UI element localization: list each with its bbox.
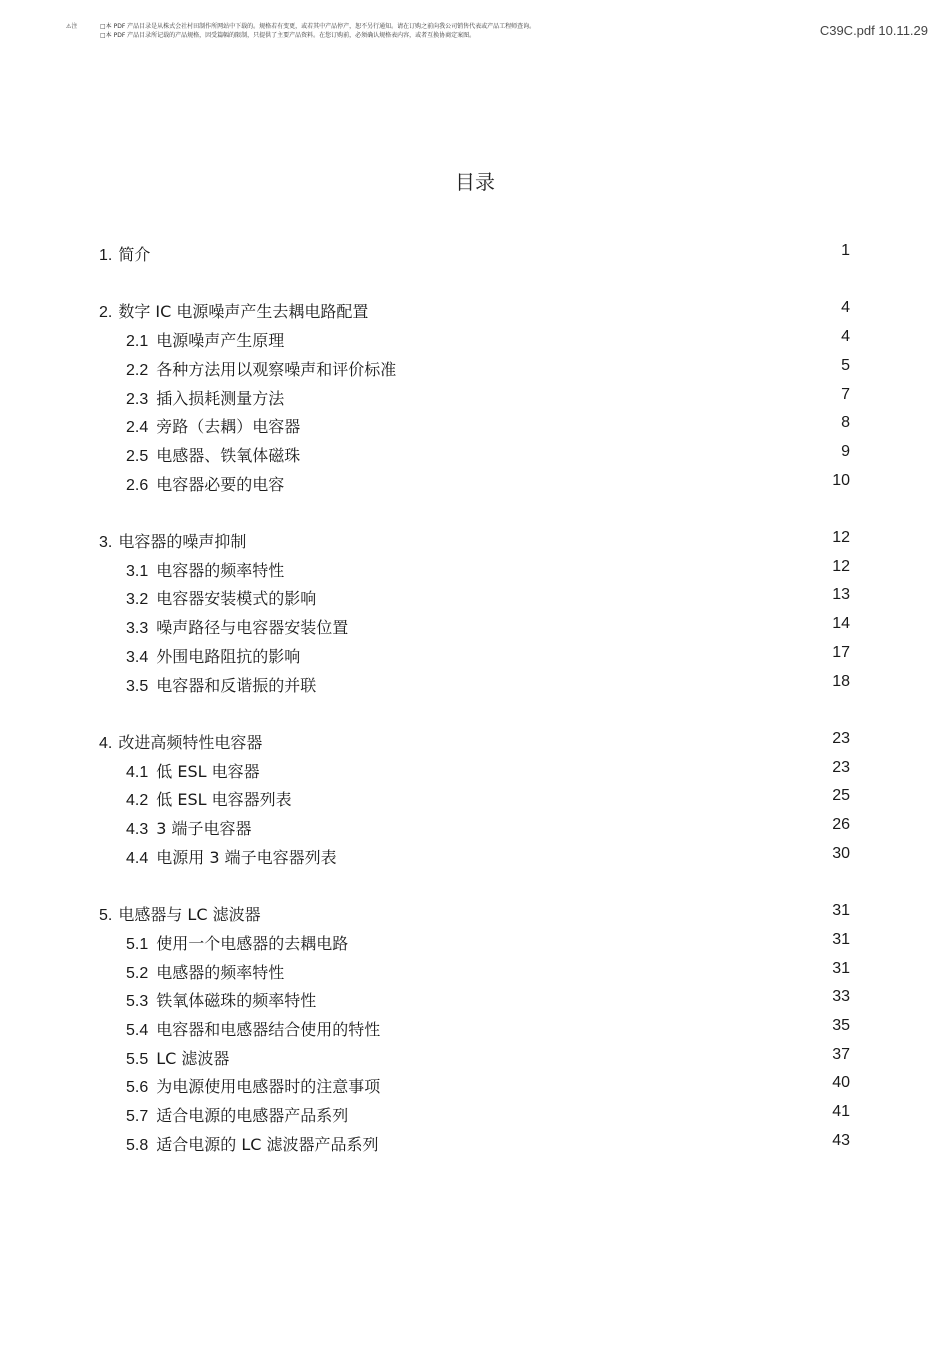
toc-entry-text bbox=[126, 787, 292, 810]
toc-subsection-entry[interactable] bbox=[0, 1132, 950, 1154]
toc-entry-number: 2.6 bbox=[126, 476, 149, 494]
toc-entry-number: 2.3 bbox=[126, 390, 149, 408]
toc-page-number: 7 bbox=[841, 385, 850, 403]
toc-title: 目录 bbox=[455, 170, 495, 194]
toc-entry-label: 适合电源的电感器产品系列 bbox=[156, 1106, 349, 1125]
toc-entry-text bbox=[126, 673, 316, 696]
toc-subsection-entry[interactable] bbox=[0, 357, 950, 379]
toc-subsection-entry[interactable] bbox=[0, 988, 950, 1010]
toc-section-entry[interactable] bbox=[0, 529, 950, 551]
toc-page-number: 41 bbox=[832, 1103, 850, 1120]
toc-page-number: 12 bbox=[832, 529, 850, 546]
toc-entry-text bbox=[126, 1046, 229, 1069]
toc-page-number: 25 bbox=[832, 787, 850, 805]
toc-entry-text bbox=[126, 1074, 380, 1097]
toc-entry-number: 5.8 bbox=[126, 1136, 149, 1154]
toc-subsection-entry[interactable] bbox=[0, 386, 950, 408]
toc-subsection-entry[interactable] bbox=[0, 1017, 950, 1039]
toc-entry-number: 2.5 bbox=[126, 447, 149, 465]
toc-entry-number: 3.3 bbox=[126, 620, 149, 638]
toc-subsection-entry[interactable] bbox=[0, 644, 950, 666]
toc-entry-label: 电源用 3 端子电容器列表 bbox=[156, 847, 337, 867]
toc-entry-label: 数字 IC 电源噪声产生去耦电路配置 bbox=[118, 302, 369, 322]
toc-section-entry[interactable] bbox=[0, 730, 950, 752]
toc-subsection-entry[interactable] bbox=[0, 787, 950, 809]
toc-entry-text bbox=[126, 443, 300, 466]
toc-entry-label: 电容器和电感器结合使用的特性 bbox=[156, 1019, 381, 1039]
toc-page-number: 5 bbox=[841, 356, 850, 374]
toc-entry-number: 4.4 bbox=[126, 849, 149, 867]
toc-page-number: 13 bbox=[832, 586, 850, 604]
toc-entry-label: 噪声路径与电容器安装位置 bbox=[156, 618, 349, 638]
notice-line: □本 PDF 产品目录是从株式会社村田制作所网站中下载的。规格若有变更，或若其中产品停产，恕不另行通知。请在订购之前向我公司销售代表或产品工程师查询。 bbox=[100, 23, 536, 30]
toc-entry-text bbox=[126, 931, 348, 954]
toc-page-number: 30 bbox=[832, 844, 850, 862]
toc-entry-text bbox=[126, 644, 300, 667]
toc-subsection-entry[interactable] bbox=[0, 845, 950, 867]
toc-subsection-entry[interactable] bbox=[0, 1074, 950, 1096]
toc-entry-text bbox=[126, 759, 260, 782]
toc-entry-text bbox=[126, 988, 316, 1011]
toc-entry-text bbox=[126, 1017, 380, 1040]
toc-page-number: 10 bbox=[832, 471, 850, 489]
toc-section-entry[interactable] bbox=[0, 902, 950, 924]
toc-entry-text bbox=[126, 414, 300, 437]
toc-entry-label: LC 滤波器 bbox=[156, 1048, 230, 1068]
toc-entry-text bbox=[126, 328, 284, 351]
toc-page-number: 9 bbox=[841, 442, 850, 460]
notice-label: ⚠注 bbox=[66, 23, 78, 30]
toc-page-number: 8 bbox=[841, 414, 850, 432]
toc-entry-number: 5.5 bbox=[126, 1050, 149, 1068]
toc-entry-text bbox=[126, 1103, 348, 1126]
toc-entry-number: 3.2 bbox=[126, 591, 149, 609]
toc-entry-text bbox=[99, 242, 150, 265]
toc-page-number: 40 bbox=[832, 1074, 850, 1092]
toc-page-number: 31 bbox=[832, 959, 850, 977]
toc-entry-number: 4.3 bbox=[126, 821, 149, 838]
toc-entry-number: 2.2 bbox=[126, 361, 149, 379]
toc-entry-number: 4.1 bbox=[126, 763, 149, 781]
toc-subsection-entry[interactable] bbox=[0, 328, 950, 350]
toc-page-number: 43 bbox=[832, 1131, 850, 1149]
toc-entry-text bbox=[126, 386, 284, 409]
toc-entry-label: 低 ESL 电容器 bbox=[156, 761, 260, 781]
toc-page-number: 4 bbox=[841, 328, 850, 346]
file-identifier: C39C.pdf 10.11.29 bbox=[819, 23, 928, 38]
toc-entry-number: 2.1 bbox=[126, 333, 149, 351]
toc-page-number: 35 bbox=[832, 1016, 850, 1034]
toc-entry-number: 5.7 bbox=[126, 1108, 149, 1125]
toc-page-number: 14 bbox=[832, 615, 850, 633]
toc-entry-text bbox=[126, 357, 396, 380]
toc-section-entry[interactable] bbox=[0, 242, 950, 264]
toc-page-number: 12 bbox=[832, 557, 850, 575]
toc-subsection-entry[interactable] bbox=[0, 414, 950, 436]
toc-page-number: 23 bbox=[832, 729, 850, 747]
toc-entry-label: 电容器安装模式的影响 bbox=[156, 589, 317, 609]
toc-subsection-entry[interactable] bbox=[0, 615, 950, 637]
toc-entry-label: 各种方法用以观察噪声和评价标准 bbox=[156, 359, 397, 379]
toc-entry-text bbox=[99, 529, 246, 552]
notice-line: □本 PDF 产品目录所记载的产品规格，因受篇幅的限制，只提供了主要产品资料。在您订购前，必须确认规格表内容，或者互换协商定案图。 bbox=[100, 32, 476, 39]
toc-subsection-entry[interactable] bbox=[0, 759, 950, 781]
toc-entry-label: 电容器和反谐振的并联 bbox=[156, 675, 317, 695]
toc-entry-text bbox=[126, 586, 316, 609]
toc-entry-number: 5. bbox=[99, 907, 113, 925]
toc-entry-label: 改进高频特性电容器 bbox=[118, 732, 263, 752]
toc-entry-text bbox=[126, 558, 284, 581]
toc-entry-label: 适合电源的 LC 滤波器产品系列 bbox=[156, 1134, 379, 1154]
toc-entry-text bbox=[126, 615, 348, 638]
toc-entry-number: 3.1 bbox=[126, 562, 149, 580]
toc-page-number: 37 bbox=[832, 1045, 850, 1063]
toc-entry-number: 2. bbox=[99, 304, 113, 322]
toc-subsection-entry[interactable] bbox=[0, 673, 950, 695]
toc-entry-text bbox=[126, 1132, 379, 1155]
toc-entry-label: 电感器的频率特性 bbox=[156, 962, 285, 982]
toc-entry-label: 简介 bbox=[118, 245, 151, 264]
toc-subsection-entry[interactable] bbox=[0, 1103, 950, 1125]
toc-entry-label: 电感器、铁氧体磁珠 bbox=[156, 445, 301, 465]
toc-page-number: 23 bbox=[832, 758, 850, 776]
toc-subsection-entry[interactable] bbox=[0, 586, 950, 608]
notice-text bbox=[100, 22, 740, 40]
toc-entry-text bbox=[126, 816, 252, 839]
toc-entry-number: 3. bbox=[99, 534, 113, 551]
toc-entry-label: 电容器必要的电容 bbox=[156, 474, 285, 494]
toc-entry-number: 2.4 bbox=[126, 419, 149, 437]
toc-entry-text bbox=[99, 902, 261, 925]
toc-entry-label: 铁氧体磁珠的频率特性 bbox=[156, 991, 317, 1011]
toc-page-number: 18 bbox=[832, 672, 850, 690]
toc-entry-number: 4.2 bbox=[126, 792, 149, 810]
toc-subsection-entry[interactable] bbox=[0, 1046, 950, 1068]
toc-page-number: 1 bbox=[841, 242, 850, 259]
toc-entry-number: 3.5 bbox=[126, 677, 149, 695]
toc-page-number: 31 bbox=[832, 930, 850, 948]
toc-entry-text bbox=[99, 299, 368, 322]
toc-entry-label: 3 端子电容器 bbox=[156, 819, 252, 838]
toc-entry-text bbox=[126, 845, 337, 868]
toc-entry-label: 旁路（去耦）电容器 bbox=[156, 417, 301, 437]
toc-entry-number: 1. bbox=[99, 247, 113, 264]
toc-entry-label: 电源噪声产生原理 bbox=[156, 331, 285, 351]
toc-entry-number: 3.4 bbox=[126, 648, 149, 666]
toc-entry-text bbox=[126, 472, 284, 495]
toc-entry-label: 为电源使用电感器时的注意事项 bbox=[156, 1077, 381, 1097]
toc-entry-number: 5.3 bbox=[126, 993, 149, 1011]
toc-entry-number: 5.6 bbox=[126, 1079, 149, 1097]
toc-page-number: 31 bbox=[832, 902, 850, 920]
toc-entry-label: 电感器与 LC 滤波器 bbox=[118, 905, 261, 925]
toc-subsection-entry[interactable] bbox=[0, 558, 950, 580]
toc-entry-label: 外围电路阻抗的影响 bbox=[156, 646, 301, 666]
toc-subsection-entry[interactable] bbox=[0, 960, 950, 982]
toc-page-number: 26 bbox=[832, 816, 850, 833]
toc-entry-label: 电容器的噪声抑制 bbox=[118, 532, 247, 551]
toc-entry-number: 5.4 bbox=[126, 1021, 149, 1039]
toc-entry-label: 电容器的频率特性 bbox=[156, 560, 285, 580]
toc-page-number: 17 bbox=[832, 643, 850, 661]
toc-subsection-entry[interactable] bbox=[0, 443, 950, 465]
toc-page-number: 4 bbox=[841, 299, 850, 317]
toc-section-entry[interactable] bbox=[0, 299, 950, 321]
toc-entry-number: 5.1 bbox=[126, 935, 149, 953]
toc-entry-text bbox=[126, 960, 284, 983]
toc-entry-text bbox=[99, 730, 262, 753]
toc-page-number: 33 bbox=[832, 988, 850, 1006]
toc-entry-label: 插入损耗测量方法 bbox=[156, 388, 285, 408]
toc-entry-label: 使用一个电感器的去耦电路 bbox=[156, 933, 349, 953]
toc-entry-label: 低 ESL 电容器列表 bbox=[156, 790, 292, 810]
toc-entry-number: 4. bbox=[99, 734, 113, 752]
toc-subsection-entry[interactable] bbox=[0, 472, 950, 494]
toc-entry-number: 5.2 bbox=[126, 964, 149, 982]
toc-subsection-entry[interactable] bbox=[0, 931, 950, 953]
toc-subsection-entry[interactable] bbox=[0, 816, 950, 838]
